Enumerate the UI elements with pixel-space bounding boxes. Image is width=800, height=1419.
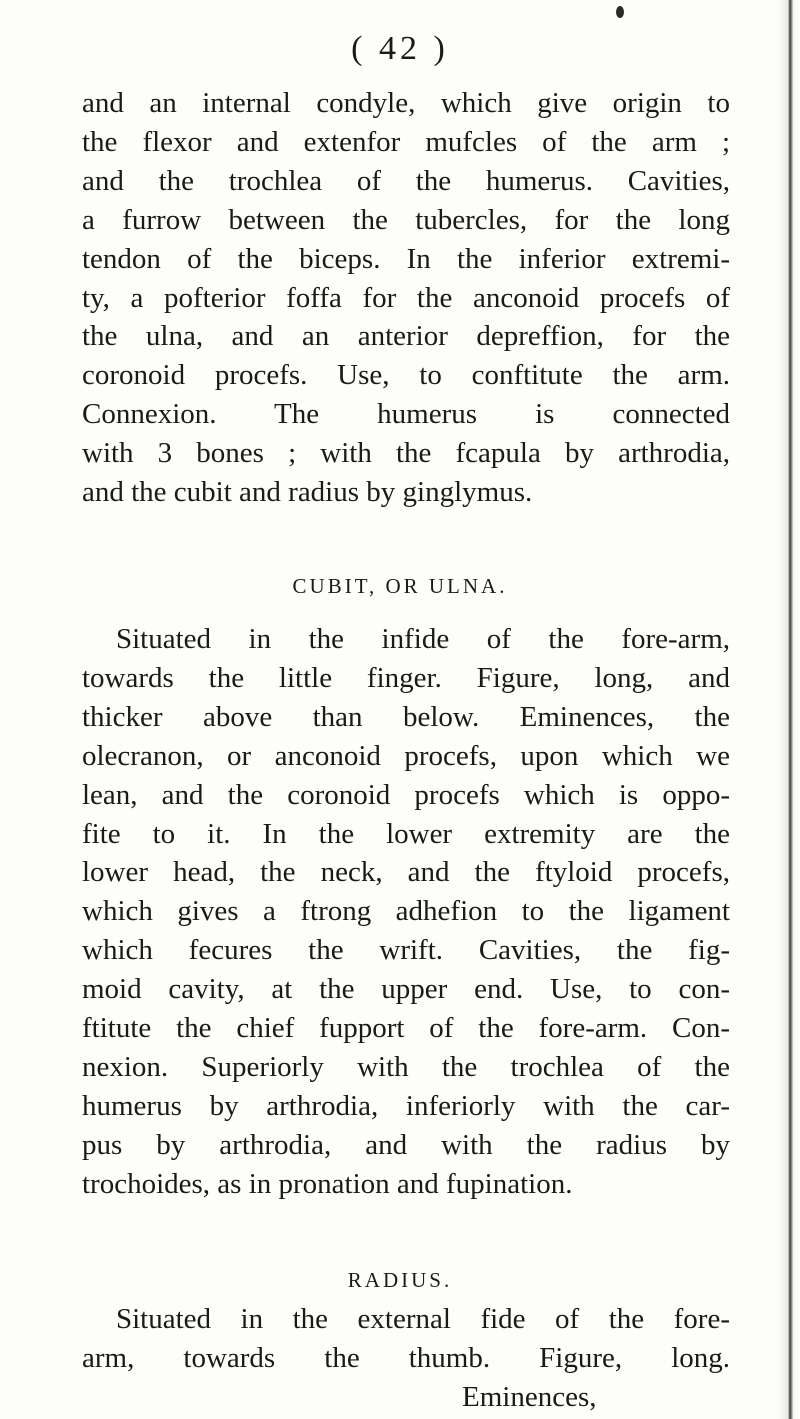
text-line: which fecures the wrift. Cavities, the fig- [82,934,730,967]
text-line: Connexion. The humerus is connected [82,398,730,431]
text-line: thicker above than below. Eminences, the [82,700,730,733]
text-line: moid cavity, at the upper end. Use, to con- [82,973,730,1006]
text-line: Situated in the external fide of the fore- [116,1303,730,1335]
text-line: nexion. Superiorly with the trochlea of the [82,1050,730,1083]
text-line: and the cubit and radius by ginglymus. [82,476,533,509]
section-heading-radius: RADIUS. [347,1268,453,1292]
text-line: olecranon, or anconoid procefs, upon which we [82,739,730,772]
text-line: and the trochlea of the humerus. Cavities, [82,164,730,197]
text-line: towards the little finger. Figure, long, and [82,661,730,694]
paragraph-humerus-continued [82,84,730,512]
text-line: arm, towards the thumb. Figure, long. [82,1341,730,1374]
text-line: coronoid procefs. Use, to conftitute the arm. [82,359,730,392]
text-line: with 3 bones ; with the fcapula by arthrodia, [82,437,730,470]
text-line: tendon of the biceps. In the inferior extremi- [82,242,730,275]
text-line: the ulna, and an anterior depreffion, for the [82,320,730,353]
text-line: ftitute the chief fupport of the fore-arm. Con- [82,1012,730,1045]
text-line: fite to it. In the lower extremity are the [82,817,730,850]
page-edge-shadow [778,0,800,1419]
page-number: ( 42 ) [351,30,449,67]
paragraph-radius [82,1300,730,1417]
ink-spot [616,6,624,18]
text-line: Situated in the infide of the fore-arm, [116,623,730,655]
text-line: and an internal condyle, which give origin to [82,87,730,119]
text-line: lower head, the neck, and the ftyloid procefs, [82,856,730,889]
text-line: lean, and the coronoid procefs which is oppo- [82,778,730,811]
catchword: Eminences, [462,1380,597,1413]
text-line: a furrow between the tubercles, for the long [82,203,730,236]
text-line: pus by arthrodia, and with the radius by [82,1128,730,1161]
paragraph-ulna [82,620,730,1204]
text-line: the flexor and extenfor mufcles of the arm ; [82,125,730,158]
text-line: humerus by arthrodia, inferiorly with the car- [82,1089,730,1122]
text-line: ty, a pofterior foffa for the anconoid procefs of [82,281,730,314]
text-line: which gives a ftrong adhefion to the ligament [82,895,730,928]
text-line: trochoides, as in pronation and fupination. [82,1167,573,1200]
section-heading-ulna: CUBIT, OR ULNA. [292,574,508,598]
